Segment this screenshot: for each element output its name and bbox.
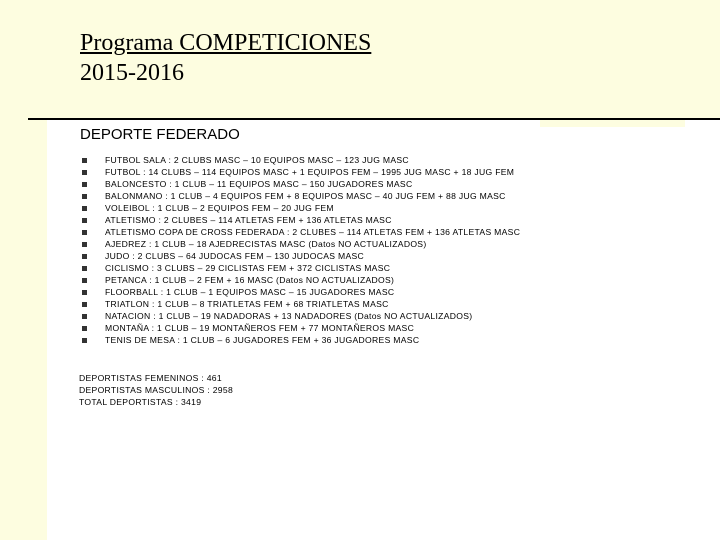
list-item-text: FUTBOL : 14 CLUBS – 114 EQUIPOS MASC + 1 EQUIPOS FEM – 1995 JUG MASC + 18 JUG FEM xyxy=(105,167,515,177)
list-item xyxy=(82,334,702,346)
section-heading: DEPORTE FEDERADO xyxy=(80,126,240,143)
list-item xyxy=(82,310,702,322)
square-bullet-icon xyxy=(82,182,87,187)
square-bullet-icon xyxy=(82,158,87,163)
list-item-text: FUTBOL SALA : 2 CLUBS MASC – 10 EQUIPOS MASC – 123 JUG MASC xyxy=(105,155,409,165)
square-bullet-icon xyxy=(82,206,87,211)
square-bullet-icon xyxy=(82,254,87,259)
list-item-text: PETANCA : 1 CLUB – 2 FEM + 16 MASC (Datos NO ACTUALIZADOS) xyxy=(105,275,395,285)
list-item xyxy=(82,166,702,178)
list-item xyxy=(82,226,702,238)
list-item xyxy=(82,202,702,214)
square-bullet-icon xyxy=(82,326,87,331)
title-line-1: Programa COMPETICIONES xyxy=(80,30,372,56)
square-bullet-icon xyxy=(82,290,87,295)
list-item-text: NATACION : 1 CLUB – 19 NADADORAS + 13 NADADORES (Datos NO ACTUALIZADOS) xyxy=(105,311,473,321)
square-bullet-icon xyxy=(82,218,87,223)
list-item xyxy=(82,238,702,250)
list-item-text: VOLEIBOL : 1 CLUB – 2 EQUIPOS FEM – 20 JUG FEM xyxy=(105,203,334,213)
square-bullet-icon xyxy=(82,170,87,175)
list-item xyxy=(82,322,702,334)
list-item xyxy=(82,214,702,226)
list-item-text: TRIATLON : 1 CLUB – 8 TRIATLETAS FEM + 68 TRIATLETAS MASC xyxy=(105,299,389,309)
divider-accent-line xyxy=(540,118,685,120)
left-decorative-band xyxy=(0,0,47,540)
list-item-text: FLOORBALL : 1 CLUB – 1 EQUIPOS MASC – 15 JUGADORES MASC xyxy=(105,287,395,297)
list-item-text: CICLISMO : 3 CLUBS – 29 CICLISTAS FEM + 372 CICLISTAS MASC xyxy=(105,263,391,273)
total-all: TOTAL DEPORTISTAS : 3419 xyxy=(79,397,202,407)
square-bullet-icon xyxy=(82,278,87,283)
square-bullet-icon xyxy=(82,242,87,247)
totals-block xyxy=(79,372,233,408)
list-item-text: TENIS DE MESA : 1 CLUB – 6 JUGADORES FEM + 36 JUGADORES MASC xyxy=(105,335,420,345)
list-item-text: AJEDREZ : 1 CLUB – 18 AJEDRECISTAS MASC (Datos NO ACTUALIZADOS) xyxy=(105,239,427,249)
list-item-text: JUDO : 2 CLUBS – 64 JUDOCAS FEM – 130 JUDOCAS MASC xyxy=(105,251,365,261)
square-bullet-icon xyxy=(82,266,87,271)
list-item-text: BALONCESTO : 1 CLUB – 11 EQUIPOS MASC – 150 JUGADORES MASC xyxy=(105,179,413,189)
list-item-text: ATLETISMO : 2 CLUBES – 114 ATLETAS FEM + 136 ATLETAS MASC xyxy=(105,215,392,225)
list-item xyxy=(82,178,702,190)
list-item xyxy=(82,274,702,286)
list-item-text: BALONMANO : 1 CLUB – 4 EQUIPOS FEM + 8 EQUIPOS MASC – 40 JUG FEM + 88 JUG MASC xyxy=(105,191,506,201)
square-bullet-icon xyxy=(82,338,87,343)
list-item xyxy=(82,190,702,202)
title-line-2: 2015-2016 xyxy=(80,60,184,86)
square-bullet-icon xyxy=(82,230,87,235)
list-item xyxy=(82,262,702,274)
square-bullet-icon xyxy=(82,194,87,199)
square-bullet-icon xyxy=(82,302,87,307)
list-item xyxy=(82,298,702,310)
list-item-text: MONTAÑA : 1 CLUB – 19 MONTAÑEROS FEM + 77 MONTAÑEROS MASC xyxy=(105,323,415,333)
list-item xyxy=(82,250,702,262)
list-item xyxy=(82,154,702,166)
square-bullet-icon xyxy=(82,314,87,319)
competition-list xyxy=(82,154,702,346)
slide-title xyxy=(80,28,371,88)
total-female: DEPORTISTAS FEMENINOS : 461 xyxy=(79,373,222,383)
list-item-text: ATLETISMO COPA DE CROSS FEDERADA : 2 CLUBES – 114 ATLETAS FEM + 136 ATLETAS MASC xyxy=(105,227,521,237)
list-item xyxy=(82,286,702,298)
total-male: DEPORTISTAS MASCULINOS : 2958 xyxy=(79,385,234,395)
